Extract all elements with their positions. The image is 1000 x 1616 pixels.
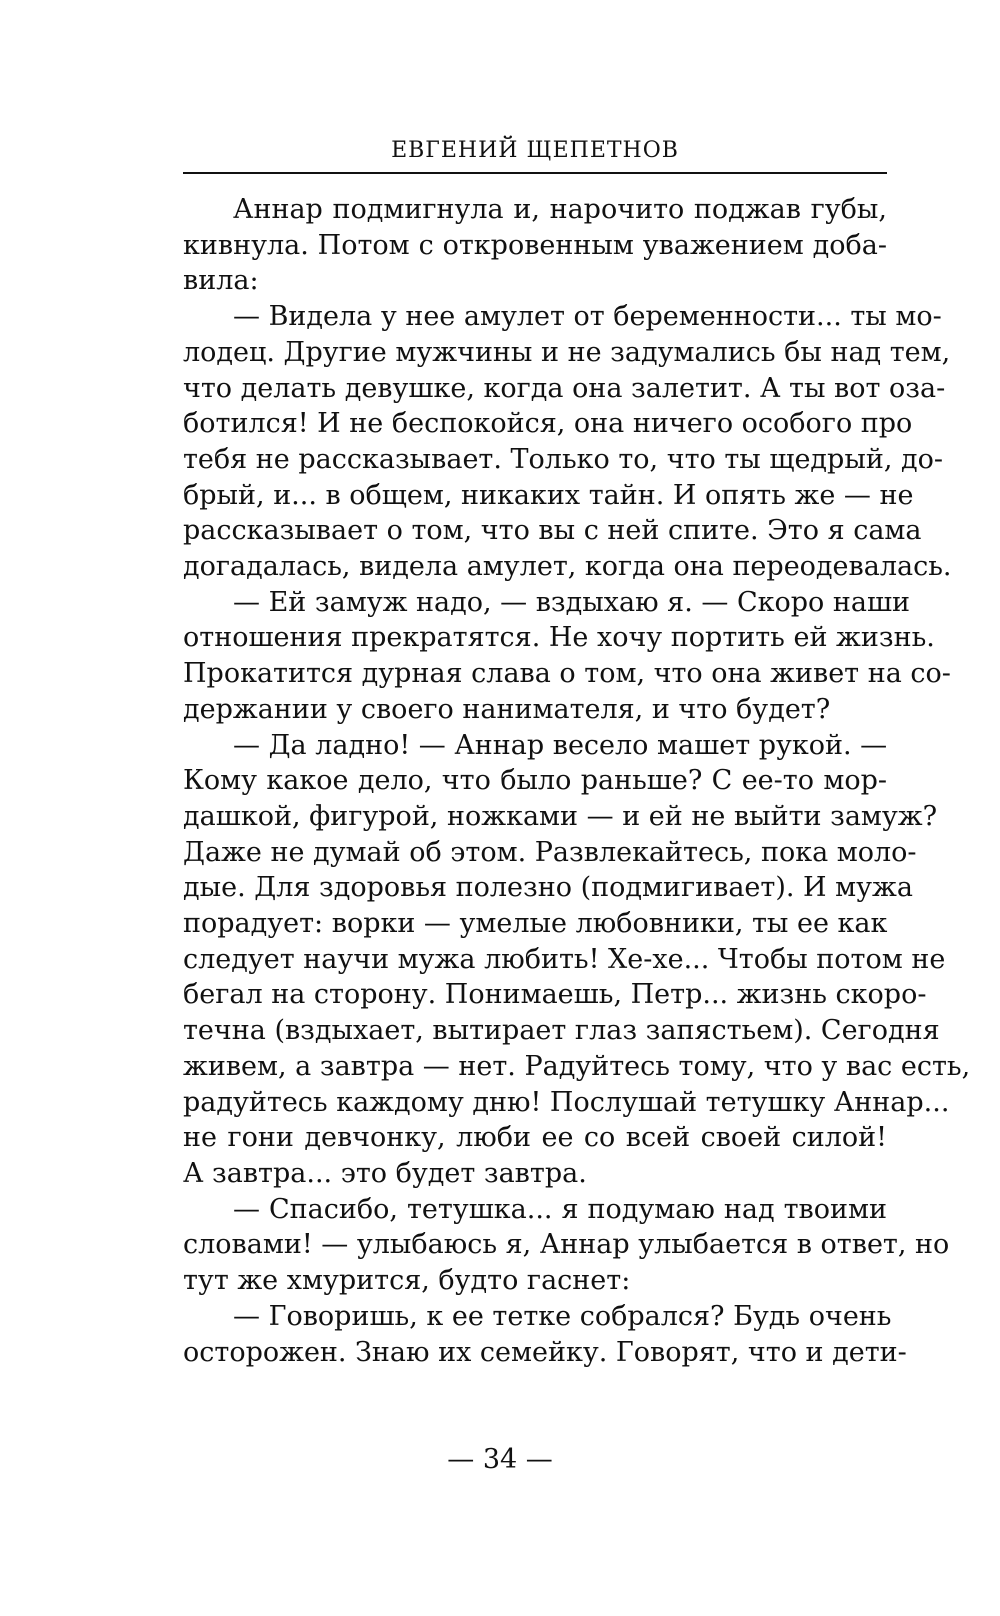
text-line: не гони девчонку, люби ее со всей своей силой! (183, 1122, 887, 1154)
text-line: Аннар подмигнула и, нарочито поджав губы, (233, 194, 887, 225)
text-line: Прокатится дурная слава о том, что она живет на со- (183, 658, 951, 690)
text-line: следует научи мужа любить! Хе-хе... Чтобы потом не (183, 943, 946, 975)
text-line: вила: (183, 265, 259, 297)
body-text (183, 192, 971, 1370)
text-line: что делать девушке, когда она залетит. А ты вот оза- (183, 372, 946, 404)
text-line: отношения прекратятся. Не хочу портить ей жизнь. (183, 622, 935, 654)
text-line: тут же хмурится, будто гаснет: (183, 1265, 631, 1297)
text-line: живем, а завтра — нет. Радуйтесь тому, что у вас есть, (183, 1050, 971, 1082)
text-line: ботился! И не беспокойся, она ничего особого про (183, 408, 913, 440)
text-line: — Спасибо, тетушка... я подумаю над твоими (233, 1193, 887, 1225)
text-line: — Да ладно! — Аннар весело машет рукой. — (233, 729, 888, 761)
text-line: держании у своего нанимателя, и что будет? (183, 693, 831, 725)
text-line: — Говоришь, к ее тетке собрался? Будь очень (233, 1300, 892, 1332)
text-line: брый, и... в общем, никаких тайн. И опять же — не (183, 479, 914, 511)
text-line: осторожен. Знаю их семейку. Говорят, что и дети- (183, 1336, 907, 1368)
text-line: догадалась, видела амулет, когда она переодевалась. (183, 551, 952, 583)
text-line: течна (вздыхает, вытирает глаз запястьем). Сегодня (183, 1015, 940, 1047)
text-line: А завтра... это будет завтра. (183, 1157, 587, 1189)
book-page (183, 138, 971, 1370)
running-head-author: ЕВГЕНИЙ ЩЕПЕТНОВ (183, 140, 887, 174)
text-line: тебя не рассказывает. Только то, что ты щедрый, до- (183, 443, 943, 475)
text-line: дашкой, фигурой, ножками — и ей не выйти замуж? (183, 800, 938, 832)
page-number: — 34 — (447, 1444, 553, 1475)
text-line: кивнула. Потом с откровенным уважением доба- (183, 229, 887, 261)
text-line: Кому какое дело, что было раньше? С ее-то мор- (183, 765, 887, 797)
text-line: бегал на сторону. Понимаешь, Петр... жизнь скоро- (183, 979, 927, 1011)
text-line: лодец. Другие мужчины и не задумались бы над тем, (183, 336, 951, 368)
text-line: рассказывает о том, что вы с ней спите. Это я сама (183, 515, 922, 547)
text-line: радуйтесь каждому дню! Послушай тетушку Аннар... (183, 1086, 950, 1118)
text-line: Даже не думай об этом. Развлекайтесь, пока моло- (183, 836, 917, 868)
text-line: порадует: ворки — умелые любовники, ты ее как (183, 908, 888, 940)
text-line: — Ей замуж надо, — вздыхаю я. — Скоро наши (233, 586, 911, 618)
text-line: — Видела у нее амулет от беременности... ты мо- (233, 301, 942, 333)
text-line: дые. Для здоровья полезно (подмигивает). И мужа (183, 872, 913, 904)
text-line: словами! — улыбаюсь я, Аннар улыбается в ответ, но (183, 1229, 950, 1261)
